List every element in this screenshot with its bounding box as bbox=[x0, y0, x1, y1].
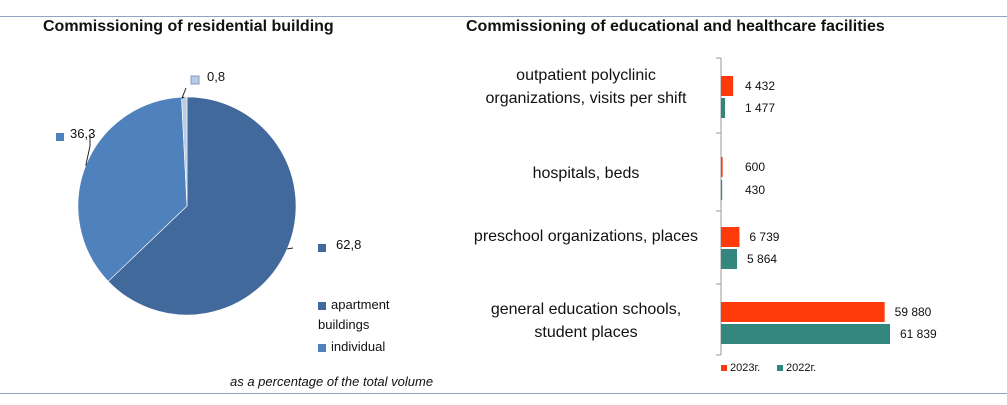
bar-label-2022-cat-2: 5 864 bbox=[747, 252, 778, 266]
category-label-outpatient: outpatient polyclinic organizations, visits per shift bbox=[485, 67, 687, 107]
bar-2022-cat-2 bbox=[721, 249, 737, 269]
pie-data-label-0: 62,8 bbox=[336, 237, 362, 252]
bar-label-2023-cat-0: 4 432 bbox=[745, 79, 776, 93]
bar-2022-cat-3 bbox=[721, 324, 890, 344]
bar-legend-item-2022 bbox=[777, 362, 816, 374]
bar-label-2022-cat-3: 61 839 bbox=[900, 327, 937, 341]
category-label-schools: general education schools, student places bbox=[490, 301, 682, 341]
bar-label-2022-cat-0: 1 477 bbox=[745, 101, 776, 115]
category-label-preschool: preschool organizations, places bbox=[473, 228, 699, 245]
bar-2023-cat-0 bbox=[721, 76, 733, 96]
bar-2022-cat-0 bbox=[721, 98, 725, 118]
pie-legend bbox=[318, 295, 408, 357]
category-label-hospitals: hospitals, beds bbox=[532, 165, 640, 182]
pie-legend-label-apartment: apartment buildings bbox=[318, 297, 390, 332]
bar-legend-label-2022: 2022г. bbox=[786, 362, 817, 374]
pie-data-label-1: 36,3 bbox=[70, 126, 96, 141]
pie-legend-swatch-individual bbox=[318, 344, 326, 352]
bar-2023-cat-3 bbox=[721, 302, 885, 322]
bar-label-2023-cat-1: 600 bbox=[745, 160, 766, 174]
bar-legend-label-2023: 2023г. bbox=[730, 362, 761, 374]
bar-label-2023-cat-2: 6 739 bbox=[749, 230, 780, 244]
bar-legend-swatch-2023 bbox=[721, 365, 727, 371]
pie-chart-title: Commissioning of residential building bbox=[43, 18, 334, 35]
bar-label-2022-cat-1: 430 bbox=[745, 183, 766, 197]
bar-legend-swatch-2022 bbox=[777, 365, 783, 371]
pie-legend-swatch-apartment bbox=[318, 302, 326, 310]
pie-legend-item-individual bbox=[318, 337, 408, 357]
bar-2022-cat-1 bbox=[721, 180, 722, 200]
percentage-note: as a percentage of the total volume bbox=[230, 374, 434, 389]
bar-label-2023-cat-3: 59 880 bbox=[894, 305, 932, 319]
pie-data-label-2: 0,8 bbox=[207, 69, 226, 84]
pie-legend-label-individual: individual bbox=[331, 339, 386, 354]
pie-legend-item-apartment bbox=[318, 295, 408, 335]
bar-chart-title: Commissioning of educational and healthcare facilities bbox=[466, 18, 885, 35]
bar-2023-cat-2 bbox=[721, 227, 739, 247]
bar-2023-cat-1 bbox=[721, 157, 723, 177]
bar-legend-item-2023 bbox=[721, 362, 760, 374]
